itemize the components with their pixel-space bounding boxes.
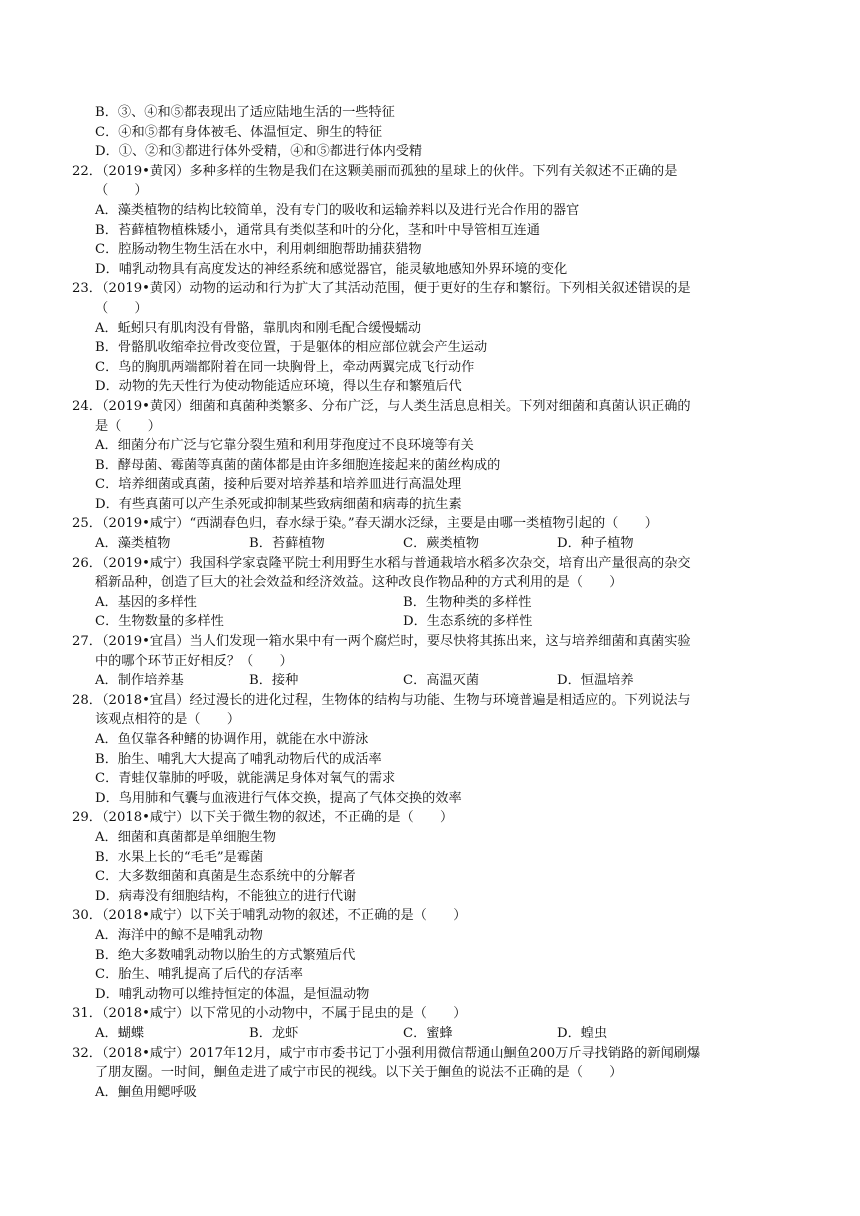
option-text: A．蝴蝶 [95, 1025, 145, 1041]
option-text: B．苔藓植物 [249, 536, 325, 552]
option-text: C．蜜蜂 [403, 1025, 453, 1041]
question-stem: 32．（2018•咸宁）2017年12月，咸宁市市委书记丁小强利用微信帮通山鮰鱼200万斤寻找销路的新闻刷爆 [72, 1045, 701, 1061]
question-stem-continued: 稻新品种，创造了巨大的社会效益和经济效益。这种改良作物品种的方式利用的是（ ） [95, 575, 623, 591]
question-stem-continued: 该观点相符的是（ ） [95, 712, 241, 728]
option-text: B．③、④和⑤都表现出了适应陆地生活的一些特征 [95, 105, 395, 120]
option-text: B．骨骼肌收缩牵拉骨改变位置，于是躯体的相应部位就会产生运动 [95, 340, 488, 356]
option-text: A．基因的多样性 [95, 594, 197, 610]
option-text: A．蚯蚓只有肌肉没有骨骼，靠肌肉和刚毛配合缓慢蠕动 [95, 320, 422, 336]
option-text: D．动物的先天性行为使动物能适应环境，得以生存和繁殖后代 [95, 379, 462, 395]
option-text: B．胎生、哺乳大大提高了哺乳动物后代的成活率 [95, 751, 382, 767]
option-text: A．细菌分布广泛与它靠分裂生殖和利用芽孢度过不良环境等有关 [95, 438, 474, 454]
option-text: A．鮰鱼用鳃呼吸 [95, 1084, 197, 1100]
question-stem: 30．（2018•咸宁）以下关于哺乳动物的叙述，不正确的是（ ） [72, 908, 467, 924]
option-text: A．海洋中的鲸不是哺乳动物 [95, 927, 263, 943]
option-text: C．蕨类植物 [403, 536, 480, 552]
option-text: D．生态系统的多样性 [403, 614, 533, 630]
option-text: D．蝗虫 [557, 1025, 608, 1041]
option-text: C．生物数量的多样性 [95, 614, 224, 630]
option-text: D．①、②和③都进行体外受精，④和⑤都进行体内受精 [95, 144, 423, 160]
option-text: D．恒温培养 [557, 673, 634, 689]
option-text: D．有些真菌可以产生杀死或抑制某些致病细菌和病毒的抗生素 [95, 496, 462, 512]
option-text: D．鸟用肺和气囊与血液进行气体交换，提高了气体交换的效率 [95, 790, 462, 806]
option-text: B．接种 [249, 673, 299, 689]
option-row [72, 612, 788, 632]
question-stem-continued: 了朋友圈。一时间，鮰鱼走进了咸宁市民的视线。以下关于鮰鱼的说法不正确的是（ ） [95, 1065, 623, 1081]
question-stem-continued: 是（ ） [95, 418, 161, 434]
option-text: C．鸟的胸肌两端都附着在同一块胸骨上，牵动两翼完成飞行动作 [95, 359, 475, 375]
option-text: C．大多数细菌和真菌是生态系统中的分解者 [95, 869, 356, 885]
option-row [72, 671, 788, 691]
option-text: A．藻类植物 [95, 536, 171, 552]
question-stem: 24．（2019•黄冈）细菌和真菌种类繁多、分布广泛，与人类生活息息相关。下列对细菌和真菌认识正确的 [72, 398, 691, 414]
option-text: D．哺乳动物可以维持恒定的体温，是恒温动物 [95, 986, 370, 1002]
question-stem: 29．（2018•咸宁）以下关于微生物的叙述，不正确的是（ ） [72, 810, 454, 826]
question-stem: 28．（2018•宜昌）经过漫长的进化过程，生物体的结构与功能、生物与环境普遍是相适应的。下列说法与 [72, 692, 691, 708]
question-stem: 27．（2019•宜昌）当人们发现一箱水果中有一两个腐烂时，要尽快将其拣出来，这与培养细菌和真菌实验 [72, 634, 691, 650]
option-text: C．培养细菌或真菌，接种后要对培养基和培养皿进行高温处理 [95, 477, 462, 493]
option-row [72, 534, 788, 554]
option-text: C．胎生、哺乳提高了后代的存活率 [95, 967, 303, 983]
option-row [72, 1024, 788, 1044]
option-text: A．细菌和真菌都是单细胞生物 [95, 829, 276, 845]
option-row [72, 593, 788, 613]
question-stem: 31．（2018•咸宁）以下常见的小动物中，不属于昆虫的是（ ） [72, 1006, 467, 1022]
option-text: B．生物种类的多样性 [403, 594, 532, 610]
question-stem-continued: 中的哪个环节正好相反？（ ） [95, 653, 293, 669]
question-stem: 22．（2019•黄冈）多种多样的生物是我们在这颗美丽而孤独的星球上的伙伴。下列有关叙述不正确的是 [72, 163, 678, 179]
question-stem: 23．（2019•黄冈）动物的运动和行为扩大了其活动范围，便于更好的生存和繁衍。下列相关叙述错误的是 [72, 281, 691, 297]
option-text: C．青蛙仅靠肺的呼吸，就能满足身体对氧气的需求 [95, 771, 396, 787]
question-stem-continued: （ ） [95, 183, 148, 199]
option-text: B．绝大多数哺乳动物以胎生的方式繁殖后代 [95, 947, 356, 963]
question-stem: 26．（2019•咸宁）我国科学家袁隆平院士利用野生水稻与普通栽培水稻多次杂交，培育出产量很高的杂交 [72, 555, 691, 571]
option-text: C．④和⑤都有身体被毛、体温恒定、卵生的特征 [95, 124, 383, 140]
option-text: B．酵母菌、霉菌等真菌的菌体都是由许多细胞连接起来的菌丝构成的 [95, 457, 501, 473]
option-text: D．种子植物 [557, 536, 634, 552]
question-list [72, 103, 788, 1102]
option-text: D．病毒没有细胞结构，不能独立的进行代谢 [95, 888, 357, 904]
option-text: B．龙虾 [249, 1025, 299, 1041]
option-text: D．哺乳动物具有高度发达的神经系统和感觉器官，能灵敏地感知外界环境的变化 [95, 261, 568, 277]
option-text: A．制作培养基 [95, 673, 184, 689]
question-stem: 25．（2019•咸宁）“西湖春色归，春水绿于染。”春天湖水泛绿，主要是由哪一类植物引起的（ ） [72, 516, 658, 532]
option-text: A．鱼仅靠各种鳍的协调作用，就能在水中游泳 [95, 732, 369, 747]
question-stem-continued: （ ） [95, 300, 148, 316]
option-text: C．高温灭菌 [403, 673, 480, 689]
option-text: B．苔藓植物植株矮小，通常具有类似茎和叶的分化，茎和叶中导管相互连通 [95, 222, 540, 238]
option-text: A．藻类植物的结构比较简单，没有专门的吸收和运输养料以及进行光合作用的器官 [95, 202, 580, 218]
option-text: C．腔肠动物生物生活在水中，利用刺细胞帮助捕获猎物 [95, 242, 422, 258]
option-text: B．水果上长的“毛毛”是霉菌 [95, 849, 264, 865]
